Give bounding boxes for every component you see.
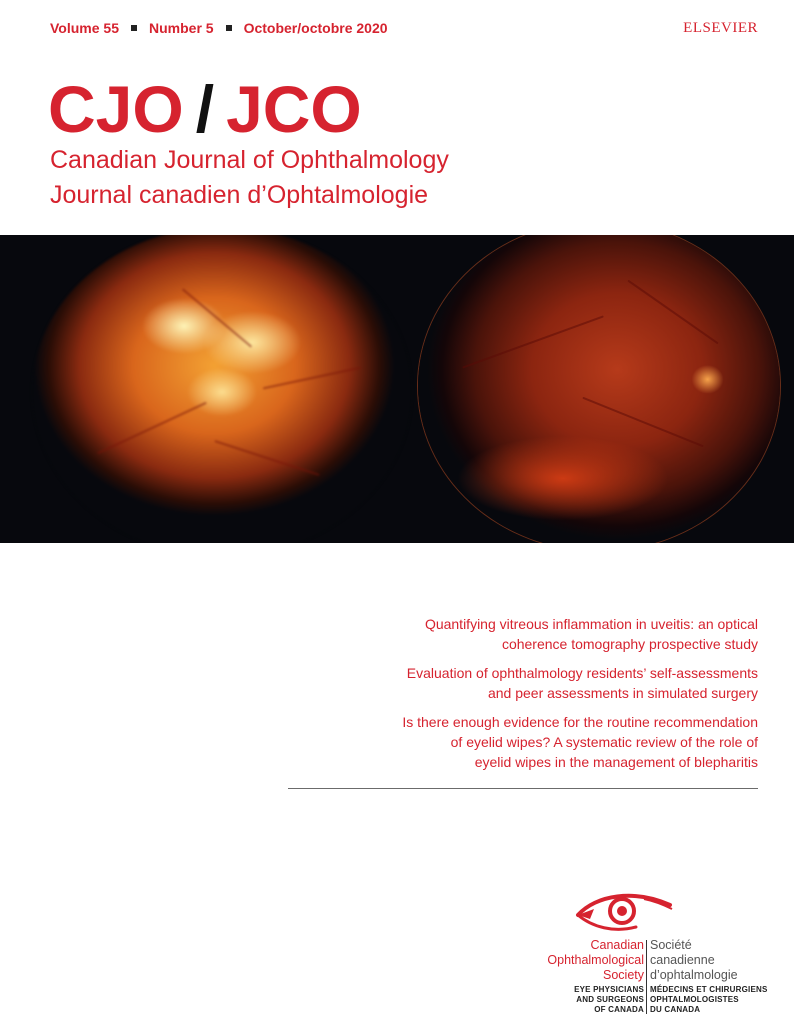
society-name-line: d’ophtalmologie [650, 968, 738, 982]
article-title-line: eyelid wipes in the management of blepharitis [474, 754, 758, 770]
journal-title-en: Canadian Journal of Ophthalmology [50, 146, 449, 174]
article-title-line: coherence tomography prospective study [501, 636, 758, 652]
article-teaser [288, 712, 758, 772]
bullet-square-icon [226, 25, 232, 31]
bullet-square-icon [131, 25, 137, 31]
publisher-logo: ELSEVIER [683, 20, 758, 36]
society-tagline-en [500, 985, 644, 1015]
masthead-separator: / [195, 72, 215, 146]
journal-masthead [48, 74, 362, 144]
society-tagline-line: DU CANADA [650, 1005, 701, 1014]
society-name-fr [650, 938, 790, 983]
cover-image-band [0, 235, 794, 543]
society-name-line: Society [603, 968, 644, 982]
society-name-en [500, 938, 644, 983]
issue-date-label: October/octobre 2020 [243, 20, 388, 36]
eye-logo-icon [574, 887, 678, 937]
fundus-photo-right [418, 235, 780, 543]
society-name-line: Société [650, 938, 692, 952]
featured-articles [288, 614, 758, 781]
society-tagline-line: EYE PHYSICIANS [574, 985, 644, 994]
journal-title-fr: Journal canadien d’Ophtalmologie [50, 181, 429, 209]
divider-rule [288, 788, 758, 789]
journal-abbr-en: CJO [48, 72, 184, 146]
fundus-photo-left [32, 235, 412, 543]
society-tagline-line: MÉDECINS ET CHIRURGIENS [650, 985, 768, 994]
society-divider [646, 940, 647, 1014]
article-title-line: Quantifying vitreous inflammation in uveitis: an optical [424, 616, 758, 632]
society-name-line: Canadian [590, 938, 644, 952]
article-teaser [288, 663, 758, 703]
issue-info [50, 20, 388, 36]
journal-abbr-fr: JCO [226, 72, 362, 146]
society-name-line: Ophthalmological [547, 953, 644, 967]
article-title-line: and peer assessments in simulated surgery [487, 685, 758, 701]
society-name-line: canadienne [650, 953, 715, 967]
society-tagline-line: AND SURGEONS [576, 995, 644, 1004]
article-title-line: Evaluation of ophthalmology residents’ self-assessments [406, 665, 758, 681]
society-tagline-fr [650, 985, 790, 1015]
volume-label: Volume 55 [50, 20, 119, 36]
society-tagline-line: OPHTALMOLOGISTES [650, 995, 739, 1004]
society-tagline-line: OF CANADA [594, 1005, 644, 1014]
article-title-line: Is there enough evidence for the routine recommendation [402, 714, 758, 730]
article-title-line: of eyelid wipes? A systematic review of the role of [450, 734, 758, 750]
issue-number-label: Number 5 [149, 20, 214, 36]
article-teaser [288, 614, 758, 654]
